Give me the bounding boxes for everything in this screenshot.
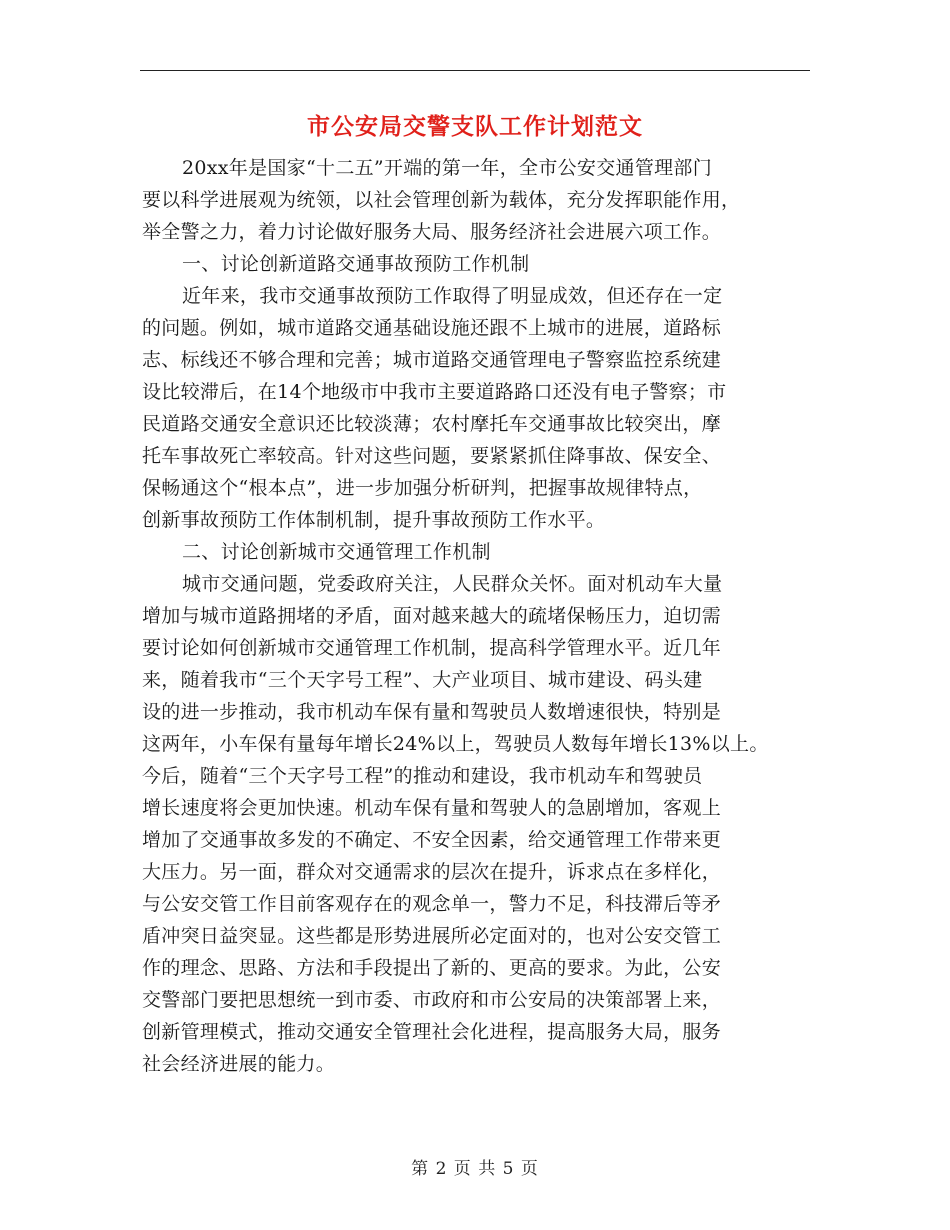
text-line: 保畅通这个“根本点”，进一步加强分析研判，把握事故规律特点， [142, 477, 703, 499]
text-line: 创新管理模式，推动交通安全管理社会化进程，提高服务大局，服务 [142, 1021, 722, 1043]
text-line: 志、标线还不够合理和完善；城市道路交通管理电子警察监控系统建 [142, 349, 722, 371]
text-line: 盾冲突日益突显。这些都是形势进展所必定面对的，也对公安交管工 [142, 925, 722, 947]
document-body [142, 152, 822, 1080]
text-line: 举全警之力，着力讨论做好服务大局、服务经济社会进展六项工作。 [142, 221, 722, 243]
document-title: 市公安局交警支队工作计划范文 [307, 113, 643, 140]
text-line: 大压力。另一面，群众对交通需求的层次在提升，诉求点在多样化， [142, 861, 722, 883]
text-line: 作的理念、思路、方法和手段提出了新的、更高的要求。为此，公安 [142, 957, 722, 979]
text-line: 今后，随着“三个天字号工程”的推动和建设，我市机动车和驾驶员 [142, 765, 703, 787]
text-line: 增加了交通事故多发的不确定、不安全因素，给交通管理工作带来更 [142, 829, 722, 851]
text-line: 要讨论如何创新城市交通管理工作机制，提高科学管理水平。近几年 [142, 637, 722, 659]
text-line: 要以科学进展观为统领，以社会管理创新为载体，充分发挥职能作用， [142, 189, 741, 211]
text-line: 二、讨论创新城市交通管理工作机制 [182, 541, 491, 563]
text-line: 创新事故预防工作体制机制，提升事故预防工作水平。 [142, 509, 606, 531]
text-line: 设的进一步推动，我市机动车保有量和驾驶员人数增速很快，特别是 [142, 701, 722, 723]
text-line: 增长速度将会更加快速。机动车保有量和驾驶人的急剧增加，客观上 [142, 797, 722, 819]
text-line: 交警部门要把思想统一到市委、市政府和市公安局的决策部署上来， [142, 989, 722, 1011]
text-line: 这两年，小车保有量每年增长24%以上，驾驶员人数每年增长13%以上。 [142, 733, 769, 755]
text-line: 托车事故死亡率较高。针对这些问题，要紧紧抓住降事故、保安全、 [142, 445, 722, 467]
text-line: 增加与城市道路拥堵的矛盾，面对越来越大的疏堵保畅压力，迫切需 [142, 605, 722, 627]
text-line: 的问题。例如，城市道路交通基础设施还跟不上城市的进展，道路标 [142, 317, 722, 339]
text-line: 民道路交通安全意识还比较淡薄；农村摩托车交通事故比较突出，摩 [142, 413, 722, 435]
text-line: 社会经济进展的能力。 [142, 1053, 336, 1075]
text-line: 城市交通问题，党委政府关注，人民群众关怀。面对机动车大量 [182, 573, 723, 595]
text-line: 20xx年是国家“十二五”开端的第一年，全市公安交通管理部门 [182, 157, 713, 179]
text-line: 一、讨论创新道路交通事故预防工作机制 [182, 253, 530, 275]
text-line: 近年来，我市交通事故预防工作取得了明显成效，但还存在一定 [182, 285, 723, 307]
page-footer: 第 2 页 共 5 页 [411, 1159, 539, 1179]
text-line: 来，随着我市“三个天字号工程”、大产业项目、城市建设、码头建 [142, 669, 703, 691]
header-rule [140, 70, 810, 71]
text-line: 设比较滞后，在14个地级市中我市主要道路路口还没有电子警察；市 [142, 381, 727, 403]
text-line: 与公安交管工作目前客观存在的观念单一，警力不足，科技滞后等矛 [142, 893, 722, 915]
